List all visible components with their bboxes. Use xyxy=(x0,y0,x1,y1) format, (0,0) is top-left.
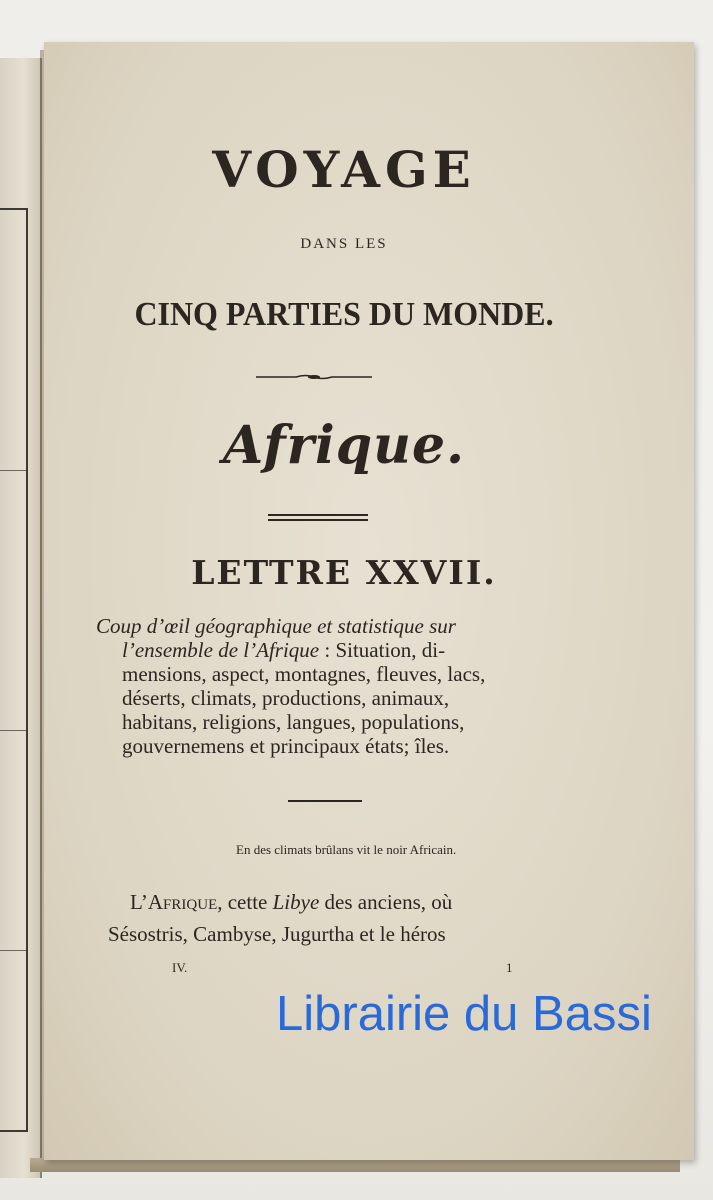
body-line: L’Afrique, cette Libye des anciens, où xyxy=(130,890,453,914)
map-frame xyxy=(0,208,28,1132)
page-edges xyxy=(30,1158,680,1172)
summary-line: déserts, climats, productions, animaux, xyxy=(122,686,450,710)
page-title: VOYAGE xyxy=(212,140,476,199)
watermark: Librairie du Bassi xyxy=(276,987,652,1041)
map-grid-line xyxy=(0,470,26,471)
map-grid-line xyxy=(0,730,26,731)
summary-line: mensions, aspect, montagnes, fleuves, lacs, xyxy=(122,662,486,686)
subtitle: CINQ PARTIES DU MONDE. xyxy=(134,296,554,333)
subtitle-small: DANS LES xyxy=(300,236,388,252)
double-rule-bottom xyxy=(268,519,368,521)
epigraph: En des climats brûlans vit le noir Africain. xyxy=(236,842,457,857)
summary-line: habitans, religions, langues, populations, xyxy=(122,710,465,734)
short-rule xyxy=(288,800,362,802)
summary-line: l’ensemble de l’Afrique : Situation, di- xyxy=(122,638,446,662)
summary-line: Coup d’œil géographique et statistique sur xyxy=(96,614,456,638)
body-text xyxy=(108,886,568,950)
map-grid-line xyxy=(0,950,26,951)
page-number: 1 xyxy=(506,960,513,975)
letter-summary xyxy=(96,614,566,758)
summary-line: gouvernemens et principaux états; îles. xyxy=(122,734,450,758)
double-rule-top xyxy=(268,514,368,516)
letter-heading: LETTRE XXVII. xyxy=(191,553,497,592)
adjacent-map-page xyxy=(0,58,42,1178)
body-line: Sésostris, Cambyse, Jugurtha et le héros xyxy=(108,922,446,946)
ornament-rule xyxy=(256,374,372,380)
signature-mark: IV. xyxy=(172,960,188,975)
section-title: Afrique. xyxy=(222,415,466,476)
